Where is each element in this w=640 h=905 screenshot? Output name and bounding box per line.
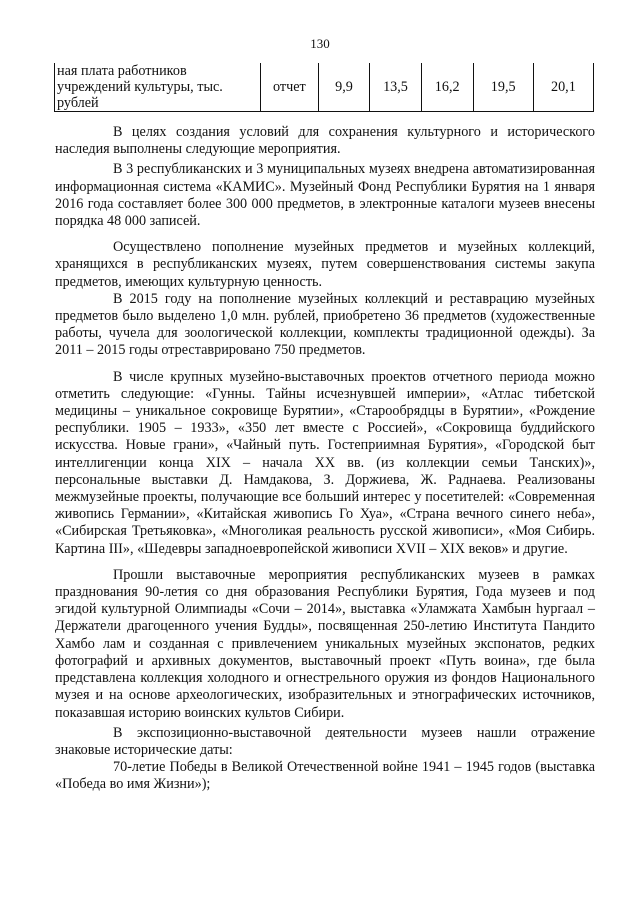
page-number: 130 [310,36,330,51]
table-cell-source: отчет [260,63,318,112]
table-cell-value: 20,1 [533,63,593,112]
document-body [55,124,595,794]
table-cell-value: 19,5 [473,63,533,112]
paragraph: В экспозиционно-выставочной деятельности музеев нашли отражение знаковые исторические даты: [55,724,595,758]
table-label-line: ная плата работников [57,63,187,79]
table-label-line: рублей [57,95,99,111]
paragraph: В 3 республиканских и 3 муниципальных музеях внедрена автоматизированная информационная система «КАМИС». Музейный Фонд Республики Бурятия на 1 января 2016 года составляет более 300 000 предметов, в электронные каталоги музеев внесены порядка 48 000 записей. [55,161,595,230]
table-row [55,63,594,112]
table-row-label [55,63,261,112]
paragraph: Осуществлено пополнение музейных предметов и музейных коллекций, хранящихся в республиканских музеях, путем совершенствования системы закупа предметов, имеющих культурную ценность. [55,239,595,290]
statistics-table-fragment [54,63,594,112]
table-cell-value: 13,5 [370,63,422,112]
paragraph: 70-летие Победы в Великой Отечественной войне 1941 – 1945 годов (выставка «Победа во имя Жизни»); [55,759,595,793]
paragraph: Прошли выставочные мероприятия республиканских музеев в рамках празднования 90-летия со дня образования Республики Бурятия, Года музеев и под эгидой культурной Олимпиады «Сочи – 2014», выставка «Уламжата Хамбын hургаал – Держатели драгоценного учения Будды», посвященная 250-летию Института Пандито Хамбо лам и созданная с привлечением уникальных музейных экспонатов, редких фотографий и архивных документов, выставочный проект «Путь воина», где была представлена коллекция холодного и огнестрельного оружия из фондов Национального музея и на основе археологических, изобразительных и этнографических источников, показавшая историю воинских культов Сибири. [55,566,595,721]
table-cell-value: 9,9 [318,63,369,112]
table-cell-value: 16,2 [421,63,473,112]
paragraph: В целях создания условий для сохранения культурного и исторического наследия выполнены следующие мероприятия. [55,124,595,158]
paragraph: В числе крупных музейно-выставочных проектов отчетного периода можно отметить следующие: «Гунны. Тайны исчезнувшей империи», «Атлас тибетской медицины – уникальное сокровище Бурятии», «Старообрядцы в Бурятии», «Рождение республики. 1905 – 1933», «350 лет вместе с Россией», «Сокровища буддийского искусства. Новые грани», «Чайный путь. Гостеприимная Бурятия», «Городской быт интеллигенции конца XIX – начала XX вв. (из коллекции семьи Танских)», персональные выставки Д. Намдакова, З. Доржиева, Ж. Раднаева. Реализованы межмузейные проекты, получающие все больший интерес у посетителей: «Современная живопись Германии», «Китайская живопись Го Хуа», «Страна вечного синего неба», «Сибирская Третьяковка», «Многоликая реальность русской живописи», «Моя Сибирь. Картина III», «Шедевры западноевропейской живописи XVII – XIX веков» и другие. [55,368,595,557]
table-label-line: учреждений культуры, тыс. [57,79,223,95]
paragraph: В 2015 году на пополнение музейных коллекций и реставрацию музейных предметов было выделено 1,0 млн. рублей, приобретено 36 предметов (художественные работы, чучела для зоологической коллекции, комплекты традиционной одежды). За 2011 – 2015 годы отреставрировано 750 предметов. [55,290,595,359]
